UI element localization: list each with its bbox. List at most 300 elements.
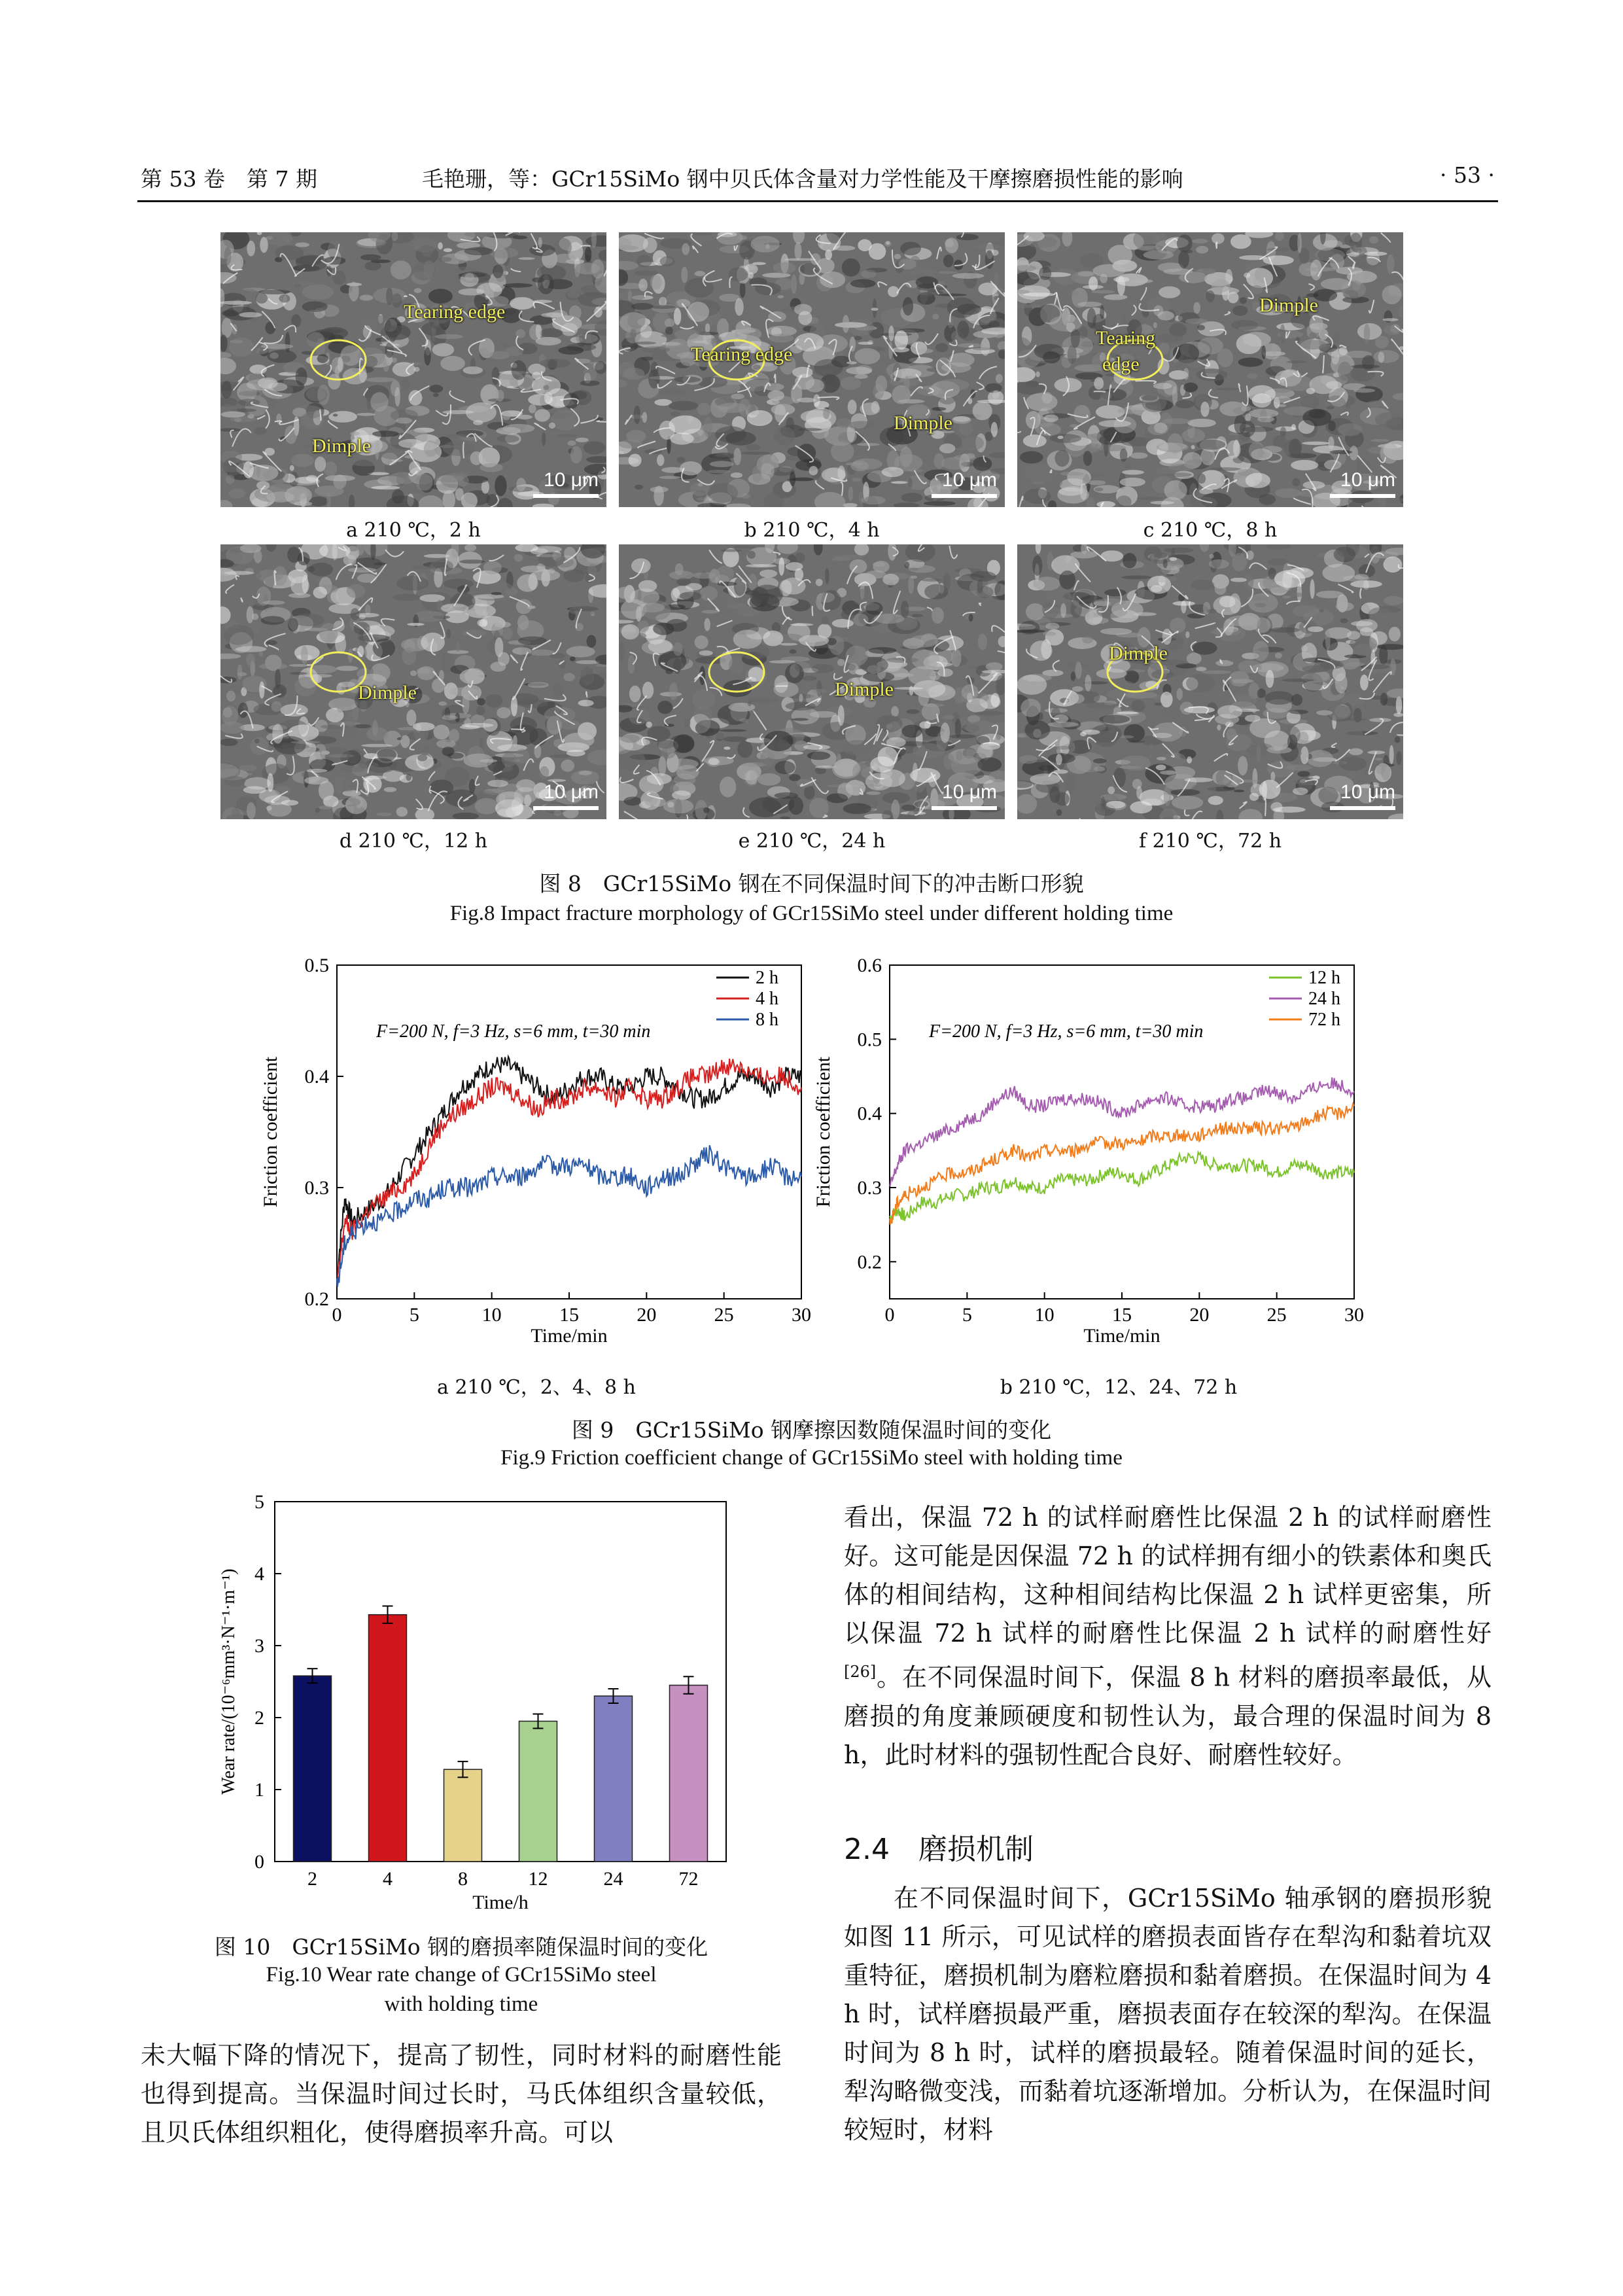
x-tick-label: 25 (1266, 1304, 1287, 1326)
sem-ridge (476, 776, 480, 785)
sem-grain (1083, 285, 1104, 289)
sem-grain (1336, 602, 1354, 611)
sem-grain (557, 434, 577, 437)
sem-grain (1245, 715, 1261, 722)
sem-grain (1036, 371, 1039, 377)
sem-grain (660, 256, 675, 266)
scale-bar-label: 10 μm (544, 781, 599, 803)
sem-grain (1396, 696, 1402, 715)
sem-grain (1143, 251, 1174, 260)
sem-grain (938, 271, 958, 274)
scale-bar (932, 806, 997, 810)
sem-annotation: Tearing edge (404, 301, 506, 323)
sem-grain (720, 597, 737, 607)
sem-grain (981, 338, 990, 355)
sem-grain (1161, 706, 1182, 720)
sem-grain (1153, 722, 1183, 741)
sem-grain (1206, 291, 1215, 302)
sem-grain (1198, 337, 1223, 355)
x-tick-label: 0 (884, 1304, 895, 1326)
sem-grain (1275, 232, 1284, 241)
sem-grain (449, 687, 478, 696)
sem-grain (629, 686, 641, 703)
figure-10-caption-en-2: with holding time (384, 1992, 538, 2016)
sem-grain (254, 549, 262, 563)
sem-grain (1175, 359, 1204, 370)
legend-label: 72 h (1308, 1010, 1340, 1030)
sem-grain (661, 747, 676, 759)
sem-grain (1062, 232, 1072, 247)
sem-grain (540, 328, 563, 338)
sem-grain (252, 613, 259, 620)
sem-grain (1055, 450, 1069, 467)
sem-ridge (1019, 497, 1022, 507)
sem-grain (413, 722, 435, 731)
sem-grain (1354, 574, 1369, 580)
sem-grain (695, 271, 705, 276)
sem-grain (937, 668, 953, 677)
sem-grain (637, 621, 649, 633)
sem-grain (281, 800, 298, 805)
sem-grain (1229, 671, 1249, 686)
sem-grain (665, 327, 673, 335)
sem-grain (1080, 732, 1087, 736)
y-axis-label: Friction coefficient (260, 1056, 281, 1208)
sem-grain (293, 614, 324, 627)
y-tick-label: 0.2 (304, 1288, 329, 1310)
sem-grain (687, 302, 709, 322)
sem-grain (1245, 232, 1273, 238)
plot-frame (275, 1502, 726, 1862)
sem-grain (392, 293, 402, 308)
sem-grain (1169, 557, 1177, 561)
figure-9-caption-en: Fig.9 Friction coefficient change of GCr15SiMo steel with holding time (500, 1446, 1123, 1470)
sem-grain (254, 427, 266, 434)
sem-grain (406, 709, 416, 726)
sem-grain (290, 672, 307, 675)
sem-grain (738, 236, 747, 240)
sem-panel (220, 232, 606, 507)
sem-grain (1287, 361, 1307, 363)
sem-grain (1380, 693, 1387, 706)
running-header (141, 157, 1495, 196)
sem-grain (1266, 670, 1274, 688)
sem-grain (746, 564, 777, 567)
sem-ridge (429, 771, 435, 781)
sem-grain (799, 273, 805, 285)
sem-grain (1056, 754, 1062, 765)
sem-texture (220, 232, 606, 507)
sem-grain (1399, 307, 1403, 317)
sem-grain (1238, 809, 1263, 819)
sem-annotation: Dimple (835, 679, 894, 700)
sem-grain (1335, 726, 1364, 746)
sem-grain (294, 283, 302, 287)
sem-ridge (463, 442, 464, 458)
sem-grain (775, 761, 795, 774)
sem-grain (854, 348, 880, 364)
sem-grain (1170, 789, 1200, 796)
sem-ridge (708, 598, 719, 610)
sem-grain (959, 422, 973, 436)
sem-grain (1161, 692, 1173, 707)
sem-grain (1375, 336, 1389, 349)
sem-grain (904, 376, 910, 393)
sem-grain (313, 587, 327, 599)
sem-grain (250, 737, 268, 754)
sem-grain (1160, 770, 1177, 775)
sem-grain (464, 668, 485, 684)
sem-grain (350, 459, 382, 466)
sem-grain (784, 258, 816, 261)
sem-grain (850, 461, 869, 472)
sem-grain (626, 430, 646, 442)
sem-grain (1219, 596, 1236, 607)
sem-grain (363, 775, 381, 792)
sem-ridge (489, 555, 504, 561)
sem-grain (1149, 552, 1172, 564)
sem-grain (394, 387, 400, 406)
sem-grain (328, 334, 344, 344)
sem-grain (708, 758, 719, 765)
right-column-text-2 (844, 1879, 1492, 2149)
sem-grain (473, 420, 483, 425)
sem-grain (400, 735, 410, 748)
plot-frame (337, 965, 801, 1299)
sem-grain (846, 367, 872, 375)
sem-grain (561, 760, 574, 772)
sem-grain (444, 248, 452, 252)
sem-grain (1345, 662, 1365, 666)
sem-grain (650, 275, 662, 290)
right-paragraph-1-main: 看出，保温 72 h 的试样耐磨性比保温 2 h 的试样耐磨性好。这可能是因保温 72 h 的试样拥有细小的铁素体和奥氏体的相间结构，这种相间结构比保温 2 h 试样更密集，所以保温 72 h 试样的耐磨性比保温 2 h 试样的耐磨性好 (844, 1503, 1492, 1648)
scale-bar-label: 10 μm (942, 781, 997, 803)
citation-ref[interactable]: [26] (844, 1663, 877, 1681)
sem-grain (417, 754, 427, 762)
sem-ridge (949, 546, 957, 558)
sem-grain (718, 403, 747, 413)
sem-grain (1046, 589, 1072, 605)
sem-grain (843, 315, 850, 333)
sem-grain (1238, 660, 1262, 673)
sem-grain (558, 346, 584, 355)
sem-grain (512, 361, 527, 380)
sem-grain (837, 659, 845, 666)
sem-grain (838, 705, 845, 726)
sem-grain (1023, 292, 1055, 296)
sem-grain (1093, 264, 1126, 277)
sem-grain (870, 756, 894, 773)
sem-grain (693, 573, 716, 579)
sem-grain (567, 646, 595, 657)
sem-grain (410, 671, 417, 677)
sem-grain (908, 666, 936, 685)
sem-grain (578, 292, 606, 307)
sem-grain (407, 282, 413, 292)
sem-grain (224, 247, 232, 266)
sem-grain (682, 243, 689, 255)
sem-annotation: Tearing (1096, 327, 1156, 349)
sem-grain (595, 361, 606, 374)
sem-grain (901, 601, 909, 618)
sem-grain (359, 614, 366, 619)
sem-grain (1070, 694, 1084, 704)
sem-grain (659, 756, 667, 776)
scale-bar (932, 494, 997, 498)
sem-grain (429, 385, 443, 393)
sem-grain (886, 724, 892, 729)
sem-grain (1196, 667, 1206, 671)
sem-grain (1072, 686, 1083, 692)
sem-grain (1093, 758, 1107, 764)
sem-grain (438, 701, 447, 706)
sem-grain (952, 416, 971, 424)
sem-grain (325, 475, 355, 482)
sem-grain (677, 457, 685, 463)
sem-grain (1068, 345, 1077, 364)
sem-grain (1289, 593, 1304, 597)
sem-grain (1120, 448, 1128, 461)
x-axis-label: Time/min (531, 1325, 608, 1347)
sem-grain (861, 496, 886, 504)
sem-grain (1017, 794, 1037, 814)
sem-grain (671, 412, 680, 417)
sem-grain (459, 559, 485, 563)
sem-grain (1215, 769, 1232, 787)
sem-grain (918, 690, 930, 706)
sem-panel (1017, 544, 1403, 819)
sem-grain (1130, 452, 1148, 459)
sem-grain (464, 247, 493, 255)
sem-grain (882, 467, 904, 477)
sem-grain (1365, 252, 1387, 256)
y-tick-label: 1 (254, 1779, 264, 1801)
sem-grain (811, 690, 817, 701)
sem-grain (541, 313, 563, 318)
sem-grain (874, 614, 905, 624)
sem-grain (224, 625, 254, 645)
sem-grain (1096, 501, 1115, 507)
sem-grain (792, 718, 809, 720)
sem-grain (1378, 351, 1385, 362)
sem-grain (1316, 710, 1333, 715)
sem-grain (373, 639, 395, 658)
sem-grain (570, 446, 582, 464)
sem-grain (928, 684, 956, 701)
sem-grain (1253, 641, 1268, 661)
sem-grain (527, 682, 548, 688)
sem-grain (1346, 773, 1358, 779)
sem-ridge (511, 268, 521, 272)
sem-grain (1130, 801, 1152, 813)
sem-ridge (693, 246, 698, 253)
figure-9-caption-cn: 图 9 GCr15SiMo 钢摩擦因数随保温时间的变化 (571, 1417, 1052, 1443)
sem-ridge (1196, 714, 1208, 719)
header-rule (137, 200, 1498, 202)
sem-grain (1302, 442, 1329, 445)
sem-grain (570, 656, 576, 661)
sem-ridge (1214, 754, 1227, 761)
sem-ridge (977, 382, 984, 389)
sem-grain (1262, 446, 1282, 453)
sem-grain (994, 272, 999, 285)
x-tick-label: 12 (528, 1868, 548, 1890)
sem-grain (493, 264, 503, 278)
sem-grain (1384, 556, 1403, 573)
sem-grain (630, 329, 636, 338)
sem-grain (793, 232, 805, 244)
sem-grain (345, 796, 367, 814)
sem-grain (1038, 713, 1043, 720)
sem-grain (336, 775, 357, 791)
sem-grain (1166, 472, 1192, 477)
sem-grain (728, 267, 748, 281)
sem-grain (985, 383, 1002, 393)
sem-grain (1217, 724, 1221, 730)
y-tick-label: 0.4 (304, 1066, 329, 1087)
sem-grain (1383, 318, 1399, 321)
sem-grain (298, 552, 309, 566)
sem-grain (778, 557, 784, 576)
sem-grain (510, 297, 534, 309)
sem-grain (1259, 494, 1276, 505)
sem-ridge (925, 334, 938, 345)
sem-grain (391, 260, 411, 279)
sem-grain (1328, 421, 1336, 431)
sem-grain (747, 551, 756, 559)
sem-grain (965, 453, 975, 459)
sem-grain (974, 244, 1001, 249)
sem-grain (1339, 347, 1348, 355)
sem-grain (977, 743, 992, 759)
sem-grain (442, 747, 455, 756)
sem-grain (257, 232, 262, 235)
sem-grain (302, 285, 334, 300)
sem-grain (587, 750, 606, 766)
sem-grain (469, 779, 476, 794)
sem-grain (932, 607, 944, 624)
sem-grain (328, 411, 357, 423)
sem-grain (792, 367, 813, 378)
sem-grain (740, 281, 746, 298)
sem-ridge (927, 607, 932, 611)
sem-grain (568, 606, 601, 616)
sem-grain (786, 562, 803, 571)
sem-grain (1209, 559, 1229, 569)
sem-grain (302, 301, 328, 312)
sem-grain (805, 379, 824, 393)
sem-grain (657, 701, 672, 714)
sem-grain (667, 802, 674, 807)
sem-grain (495, 475, 506, 496)
sem-annotation: Dimple (1109, 643, 1168, 664)
sem-grain (1026, 603, 1045, 620)
sem-grain (1389, 745, 1394, 764)
sem-grain (704, 417, 712, 438)
sem-grain (919, 269, 935, 275)
x-tick-label: 15 (559, 1304, 579, 1326)
sem-grain (414, 288, 422, 293)
sem-grain (529, 650, 555, 656)
sem-grain (1322, 564, 1355, 582)
sem-grain (891, 481, 909, 484)
sem-grain (1117, 711, 1138, 714)
sem-grain (1122, 470, 1144, 474)
sem-grain (462, 629, 487, 636)
sem-grain (1238, 756, 1248, 775)
sem-grain (956, 234, 979, 240)
sem-grain (1119, 735, 1134, 739)
sem-grain (894, 503, 919, 507)
sem-grain (631, 303, 654, 309)
sem-grain (285, 332, 290, 353)
sem-grain (638, 279, 648, 291)
y-tick-label: 0.3 (304, 1177, 329, 1199)
sem-grain (725, 431, 756, 445)
sem-grain (1091, 433, 1102, 438)
sem-grain (1302, 409, 1331, 427)
sem-grain (258, 378, 278, 389)
sem-grain (956, 751, 962, 760)
sem-grain (902, 724, 922, 737)
sem-grain (1249, 442, 1265, 460)
sem-grain (1106, 801, 1125, 809)
sem-grain (538, 237, 542, 248)
sem-grain (741, 451, 771, 455)
sem-ridge (705, 277, 722, 282)
sem-grain (266, 640, 277, 645)
sem-grain (357, 413, 375, 416)
sem-grain (751, 236, 780, 252)
sem-grain (901, 805, 916, 811)
sem-grain (260, 237, 268, 253)
sem-grain (521, 565, 546, 573)
sem-grain (1117, 408, 1144, 414)
sem-grain (685, 278, 714, 298)
sem-grain (1248, 373, 1257, 380)
sem-ridge (544, 694, 566, 701)
sem-grain (470, 451, 483, 465)
sem-grain (812, 664, 835, 673)
sem-grain (985, 432, 993, 441)
sem-grain (996, 374, 1003, 383)
sem-grain (267, 773, 273, 792)
sem-grain (1230, 234, 1251, 249)
sem-grain (295, 476, 319, 484)
sem-grain (456, 642, 460, 652)
sem-grain (1309, 376, 1338, 395)
sem-grain (1071, 671, 1076, 681)
sem-grain (1353, 389, 1375, 393)
sem-grain (948, 317, 954, 328)
sem-grain (1043, 351, 1060, 363)
y-tick-label: 0.5 (857, 1029, 882, 1051)
sem-grain (272, 724, 283, 743)
sem-grain (1179, 272, 1207, 283)
sem-grain (309, 497, 328, 506)
sem-grain (1374, 763, 1391, 782)
sem-ridge (1190, 811, 1202, 819)
friction-chart-b (808, 952, 1384, 1397)
sem-grain (977, 758, 1002, 772)
sem-grain (438, 256, 452, 262)
sem-grain (402, 647, 416, 665)
sem-grain (1079, 327, 1088, 338)
sem-panel-label: b 210 ℃，4 h (744, 519, 880, 542)
sem-grain (1187, 419, 1216, 427)
x-axis-label: Time/h (472, 1892, 529, 1913)
sem-grain (1217, 705, 1242, 719)
